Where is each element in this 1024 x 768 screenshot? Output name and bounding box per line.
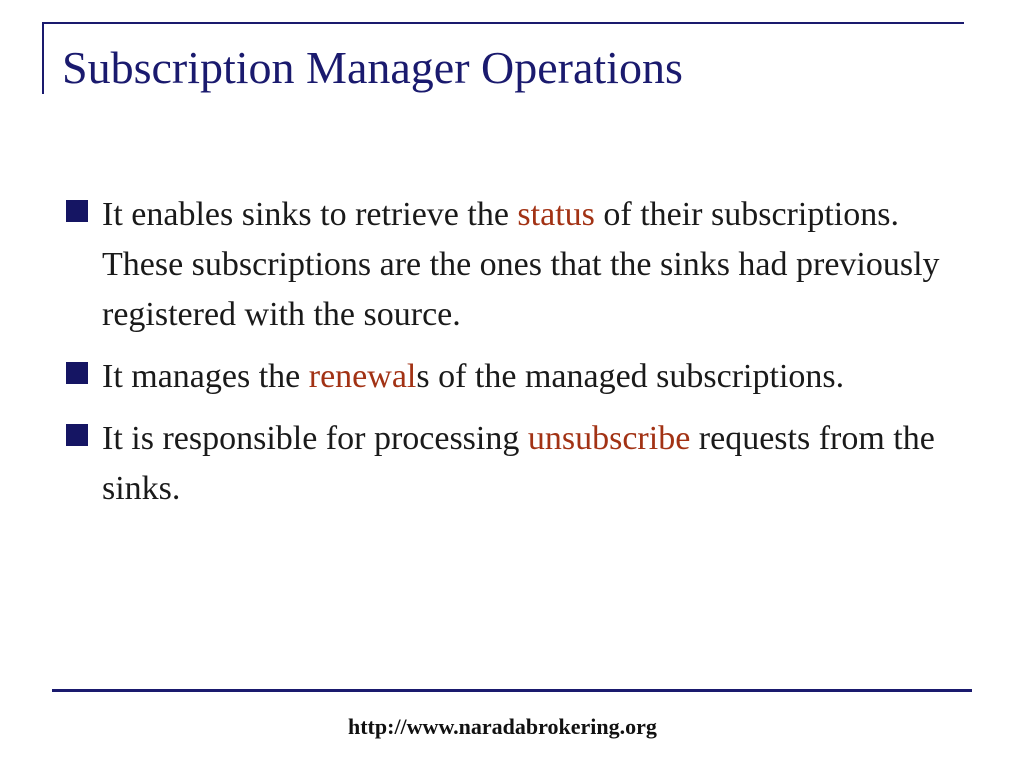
bullet-text-before: It manages the <box>102 358 309 395</box>
slide-title: Subscription Manager Operations <box>62 42 683 93</box>
bullet-highlight-unsubscribe: unsubscribe <box>527 420 691 457</box>
bullet-text-after: requests from the sinks. <box>102 420 935 507</box>
bullet-text-before: It is responsible for processing <box>102 420 528 457</box>
bullet-item-unsubscribe <box>62 414 967 514</box>
bullet-text-before: It enables sinks to retrieve the <box>102 196 518 233</box>
bullet-highlight-renewal: renewal <box>308 358 417 395</box>
title-frame-top-line <box>42 22 964 24</box>
bullet-item-renewal <box>62 352 967 402</box>
footer-url-link[interactable]: http://www.naradabrokering.org <box>348 714 657 739</box>
square-bullet-icon <box>66 200 88 222</box>
bullet-text-after: of their subscriptions. These subscriptions are the ones that the sinks had previously registered with the source. <box>102 196 940 333</box>
bullet-item-status <box>62 190 967 340</box>
bullet-text-after: s of the managed subscriptions. <box>416 358 845 395</box>
square-bullet-icon <box>66 424 88 446</box>
bullet-list <box>62 190 967 526</box>
square-bullet-icon <box>66 362 88 384</box>
footer-divider <box>52 689 972 692</box>
bullet-highlight-status: status <box>517 196 595 233</box>
title-frame-left-line <box>42 22 44 94</box>
